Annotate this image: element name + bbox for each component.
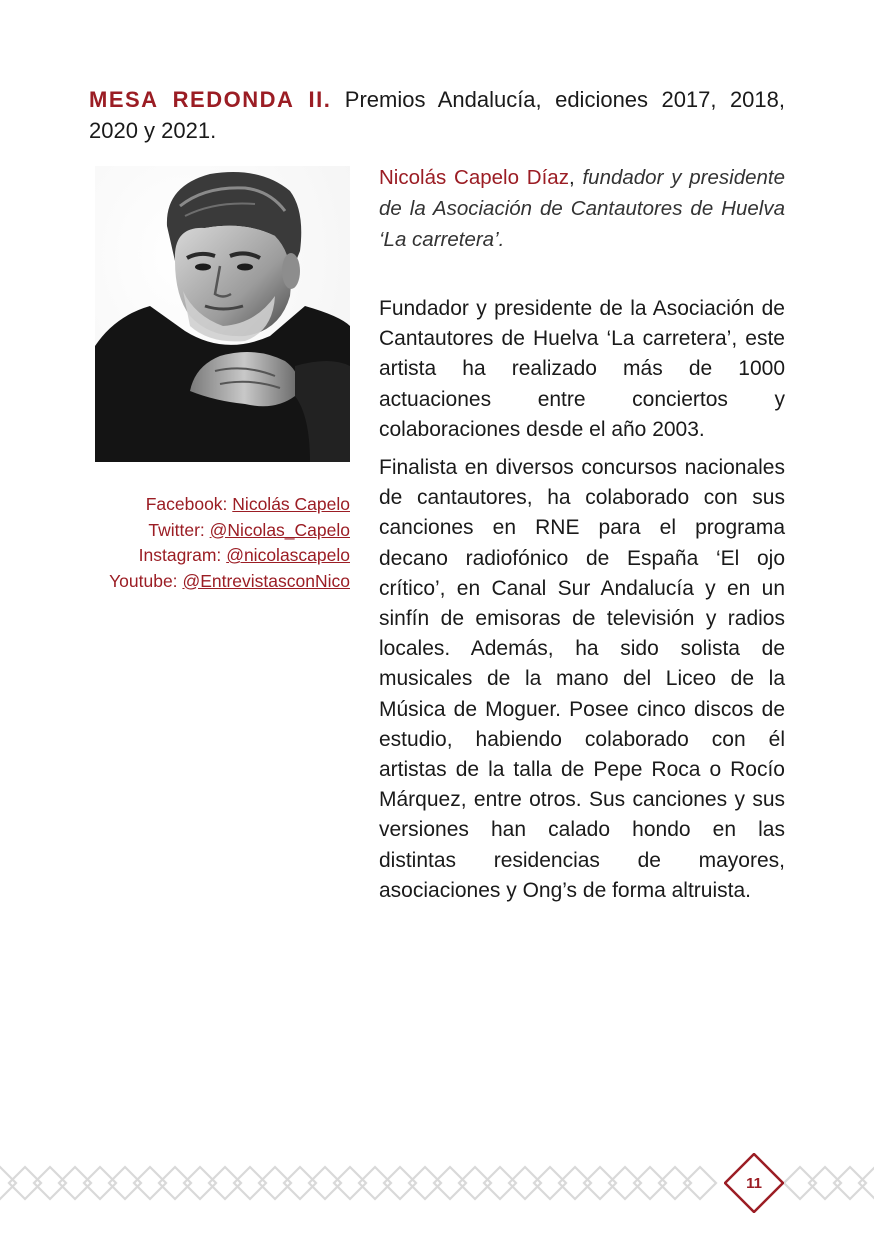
border-diamond — [9, 1167, 41, 1199]
bio-paragraph: Fundador y presidente de la Asociación de Cantautores de Huelva ‘La carretera’, este artista ha realizado más de 1000 actuaciones entre conciertos y colaboraciones desde el año 2003. — [379, 297, 785, 441]
social-label: Facebook: — [145, 494, 228, 514]
social-twitter — [60, 518, 350, 544]
border-diamond — [334, 1167, 366, 1199]
page-number: 11 — [746, 1175, 762, 1192]
social-youtube — [60, 569, 350, 595]
border-diamond — [509, 1167, 541, 1199]
speaker-bio — [379, 294, 785, 914]
speaker-name: Nicolás Capelo Díaz — [379, 166, 569, 189]
border-diamond — [834, 1167, 866, 1199]
border-diamond — [384, 1167, 416, 1199]
instagram-link[interactable]: @nicolascapelo — [226, 545, 350, 565]
border-diamond — [609, 1167, 641, 1199]
border-diamond — [534, 1167, 566, 1199]
border-diamond — [484, 1167, 516, 1199]
border-diamond — [34, 1167, 66, 1199]
speaker-intro: Nicolás Capelo Díaz, fundador y presidente de la Asociación de Cantautores de Huelva ‘La carretera’. — [379, 166, 785, 251]
border-diamond — [434, 1167, 466, 1199]
facebook-link[interactable]: Nicolás Capelo — [232, 494, 350, 514]
social-label: Youtube: — [109, 570, 178, 591]
bio-paragraph: Finalista en diversos concursos nacionales de cantautores, ha colaborado con sus canciones en RNE para el programa decano radiofónico de España ‘El ojo crítico’, en Canal Sur Andalucía y en un sinfín de emisoras de televisión y radios locales. Además, ha sido solista de musicales de la mano del Liceo de la Música de Moguer. Posee cinco discos de estudio, habiendo colaborado con él artistas de la talla de Pepe Roca o Rocío Márquez, entre otros. Sus canciones y sus versiones han calado hondo en las distintas residencias de mayores, asociaciones y Ong’s de forma altruista. — [379, 456, 785, 902]
border-diamond — [234, 1167, 266, 1199]
border-diamond — [459, 1167, 491, 1199]
border-diamond — [784, 1167, 816, 1199]
twitter-link[interactable]: @Nicolas_Capelo — [209, 519, 350, 540]
social-label: Instagram: — [138, 545, 222, 565]
border-diamond — [809, 1167, 841, 1199]
border-diamond — [284, 1167, 316, 1199]
social-label: Twitter: — [148, 519, 205, 540]
social-facebook — [60, 492, 350, 518]
youtube-link[interactable]: @EntrevistasconNico — [182, 570, 350, 591]
border-diamond — [59, 1167, 91, 1199]
border-diamond — [309, 1167, 341, 1199]
border-diamond — [409, 1167, 441, 1199]
border-diamond — [659, 1167, 691, 1199]
border-diamond — [684, 1167, 716, 1199]
border-diamond — [259, 1167, 291, 1199]
border-diamond — [559, 1167, 591, 1199]
round-table-title: Premios Andalucía, ediciones 2017, 2018, 2020 y 2021. — [89, 87, 785, 143]
border-diamond — [209, 1167, 241, 1199]
border-diamond — [159, 1167, 191, 1199]
speaker-photo — [95, 166, 350, 462]
page-number-badge — [724, 1153, 784, 1213]
border-diamond — [584, 1167, 616, 1199]
border-diamond — [634, 1167, 666, 1199]
border-diamond — [109, 1167, 141, 1199]
border-diamond — [359, 1167, 391, 1199]
social-instagram — [60, 543, 350, 569]
round-table-label: MESA REDONDA II. — [89, 87, 332, 112]
border-diamond — [134, 1167, 166, 1199]
speaker-role: fundador y presidente de la Asociación de Cantautores de Huelva ‘La carretera’. — [379, 166, 785, 251]
section-heading — [89, 84, 785, 146]
border-diamond — [184, 1167, 216, 1199]
border-diamond — [84, 1167, 116, 1199]
social-links — [60, 492, 350, 594]
